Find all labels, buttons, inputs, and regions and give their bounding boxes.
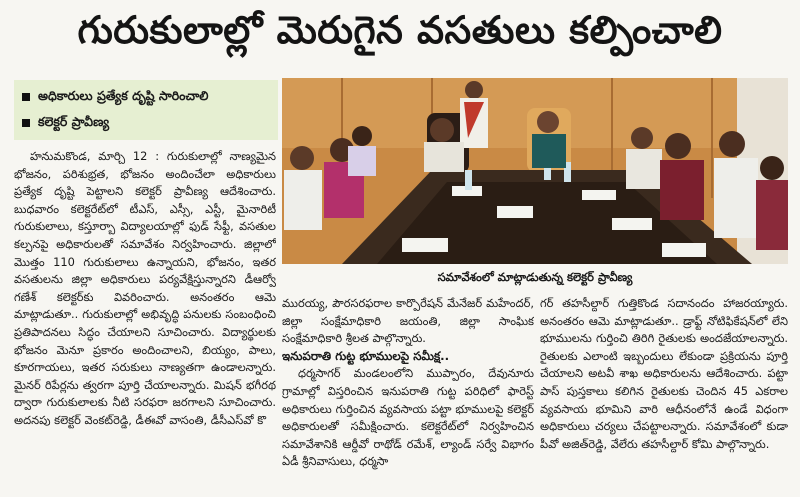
- article-paragraph: ధర్మసాగర్ మండలంలోని ముప్పారం, దేవునూరు గ్రామాల్లో విస్తరించిన ఇనుపరాతి గుట్ట పరిధిలో ఫారెస్ట్ అధికారులు గుర్తించిన వ్యవసాయ పట్టా భూములపై కలెక్టర్ అధికారులతో సమీక్షించారు. కలెక్టరేట్‌లో నిర్వహించిన సమావేశానికి ఆర్డీవో రాథోడ్ రమేశ్, ల్యాండ్ సర్వే విభాగం ఏడీ శ్రీనివాసులు, ధర్మసా: [282, 366, 534, 469]
- highlight-text: కలెక్టర్ ప్రావీణ్య: [38, 113, 110, 129]
- headline: గురుకులాల్లో మెరుగైన వసతులు కల్పించాలి: [77, 8, 723, 52]
- article-column-2: [282, 295, 534, 490]
- article-paragraph: హనుమకొండ, మార్చి 12 : గురుకులాల్లో నాణ్యమైన భోజనం, పరిశుభ్రత, భోజనం అందించేలా అధికారులు ప్రత్యేక దృష్టి పెట్టాలని కలెక్టర్ ప్రావీణ్య ఆదేశించారు. బుధవారం కలెక్టరేట్‌లో టీఎస్, ఎస్సీ, ఎస్టీ, మైనారిటీ గురుకులాలు, కస్తూర్బా విద్యాలయాల్లో ఫుడ్ సేఫ్టీ, వసతుల కల్పనపై అధికారులతో సమావేశం నిర్వహించారు. జిల్లాలో మొత్తం 110 గురుకులాలు ఉన్నాయని, భోజనం, ఇతర వసతులను జిల్లా అధికారులు పర్యవేక్షిస్తున్నారని డీఆర్వో గణేశ్ కలెక్టర్‌కు వివరించారు. అనంతరం ఆమె మాట్లాడుతూ.. గురుకులాల్లో అభివృద్ధి పనులకు సంబంధించి ప్రతిపాదనలు సిద్ధం చేయాలని సూచించారు. విద్యార్థులకు భోజనం మెనూ ప్రకారం అందించాలని, బియ్యం, పాలు, కూరగాయలు, ఇతర సరుకులు నాణ్యతగా ఉండాలన్నారు. మైనర్ రిపేర్లను త్వరగా పూర్తి చేయాలన్నారు. మిషన్ భగీరథ ద్వారా గురుకులాలకు నీటి సరఫరా జరగాలని సూచించారు. అదనపు కలెక్టర్ వెంకట్‌రెడ్డి, డీఈవో వాసంతి, డీసీఎస్‌వో కొ: [14, 149, 276, 427]
- article-paragraph: మురయ్య, పౌరసరఫరాల కార్పొరేషన్ మేనేజర్ మహేందర్, జిల్లా సంక్షేమాధికారి జయంతి, జిల్లా సాంఘిక సంక్షేమాధికారి శ్రీలత పాల్గొన్నారు.: [282, 296, 534, 346]
- meeting-photo: [282, 78, 788, 264]
- article-column-1: [14, 148, 276, 490]
- section-subheading: ఇనుపరాతి గుట్ట భూములపై సమీక్ష..: [282, 348, 450, 363]
- highlight-item: [22, 84, 270, 110]
- highlights-box: [14, 80, 278, 140]
- highlight-text: అధికారులు ప్రత్యేక దృష్టి సారించాలి: [38, 87, 209, 103]
- article-paragraph: గర్ తహసీల్దార్ గుత్తికొండ సదానందం హాజరయ్యారు. అనంతరం ఆమె మాట్లాడుతూ.. డ్రాఫ్ట్ నోటిఫికేషన్‌లో లేని భూములను గుర్తించి తిరిగి రైతులకు అందజేయాలన్నారు. రైతులకు ఎలాంటి ఇబ్బందులు లేకుండా ప్రక్రియను పూర్తి చేయాలని అటవీ శాఖ అధికారులను ఆదేశించారు. పట్టా పాస్ పుస్తకాలు కలిగిన రైతులకు చెందిన 45 ఎకరాల వ్యవసాయ భూమిని వారి ఆధీనంలోనే ఉండే విధంగా అధికారులు చర్యలు చేపట్టాలన్నారు. సమావేశంలో కుడా పీవో అజిత్‌రెడ్డి, వేలేరు తహసీల్దార్ కోమి పాల్గొన్నారు.: [540, 296, 788, 451]
- square-bullet-icon: [22, 93, 30, 101]
- square-bullet-icon: [22, 119, 30, 127]
- photo-caption: సమావేశంలో మాట్లాడుతున్న కలెక్టర్ ప్రావీణ్య: [437, 270, 633, 284]
- highlight-item: [22, 110, 270, 136]
- article-column-3: [540, 295, 788, 490]
- meeting-photo-illustration: [282, 78, 788, 264]
